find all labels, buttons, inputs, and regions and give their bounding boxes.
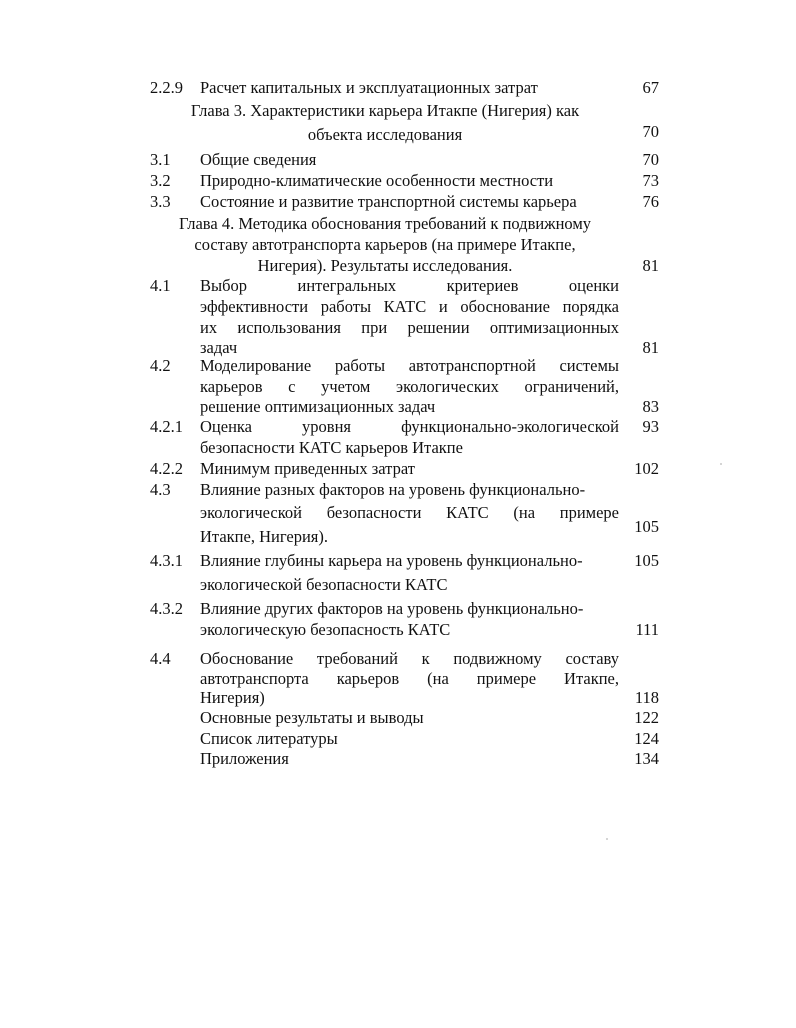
toc-title-3-2: Природно-климатические особенности местности <box>200 171 554 190</box>
toc-page-chapter-3: 70 <box>642 122 659 141</box>
toc-number-4-2-2: 4.2.2 <box>150 459 183 478</box>
toc-page-4-3-2: 111 <box>635 620 659 639</box>
toc-page-3-3: 76 <box>642 192 659 211</box>
chapter-4-heading-line-3: Нигерия). Результаты исследования. <box>257 256 513 275</box>
toc-title-3-1: Общие сведения <box>200 150 317 169</box>
toc-page-4-2-2: 102 <box>634 459 659 478</box>
toc-title-results: Основные результаты и выводы <box>200 708 424 727</box>
toc-title-4-2-line-2: карьеров с учетом экологических ограничений, <box>200 377 619 396</box>
toc-title-4-4-line-1: Обоснование требований к подвижному составу <box>200 649 619 668</box>
chapter-4-heading-line-1: Глава 4. Методика обоснования требований к подвижному <box>178 214 592 233</box>
toc-title-literature: Список литературы <box>200 729 338 748</box>
toc-number-3-1: 3.1 <box>150 150 171 169</box>
toc-page-results: 122 <box>634 708 659 727</box>
toc-title-4-3-2-line-1: Влияние других факторов на уровень функционально- <box>200 599 584 618</box>
toc-title-4-4-line-3: Нигерия) <box>200 688 265 707</box>
toc-title-4-1-line-2: эффективности работы КАТС и обоснование порядка <box>200 297 619 316</box>
toc-page-3-1: 70 <box>642 150 659 169</box>
toc-title-4-2-2: Минимум приведенных затрат <box>200 459 415 478</box>
chapter-3-heading-line-2: объекта исследования <box>307 125 463 144</box>
toc-page-4-2: 83 <box>642 397 659 416</box>
toc-page-4-3: 105 <box>634 517 659 536</box>
toc-title-4-4-line-2: автотранспорта карьеров (на примере Итакпе, <box>200 669 619 688</box>
toc-number-4-3-2: 4.3.2 <box>150 599 183 618</box>
chapter-3-heading-line-1: Глава 3. Характеристики карьера Итакпе (Нигерия) как <box>190 101 580 120</box>
toc-number-4-3-1: 4.3.1 <box>150 551 183 570</box>
toc-number-2-2-9: 2.2.9 <box>150 78 183 97</box>
toc-number-4-4: 4.4 <box>150 649 171 668</box>
toc-title-4-2-line-1: Моделирование работы автотранспортной системы <box>200 356 619 375</box>
toc-title-3-3: Состояние и развитие транспортной системы карьера <box>200 192 577 211</box>
toc-page-chapter-4: 81 <box>642 256 659 275</box>
toc-title-4-3-1-line-2: экологической безопасности КАТС <box>200 575 448 594</box>
toc-title-4-2-1-line-2: безопасности КАТС карьеров Итакпе <box>200 438 463 457</box>
toc-number-4-3: 4.3 <box>150 480 171 499</box>
toc-page-4-4: 118 <box>634 688 659 707</box>
toc-page-appendices: 134 <box>634 749 659 768</box>
toc-title-4-3-line-2: экологической безопасности КАТС (на примере <box>200 503 619 522</box>
toc-page-3-2: 73 <box>642 171 659 190</box>
toc-title-4-3-line-1: Влияние разных факторов на уровень функционально- <box>200 480 586 499</box>
toc-number-4-1: 4.1 <box>150 276 171 295</box>
toc-number-4-2: 4.2 <box>150 356 171 375</box>
toc-title-4-3-2-line-2: экологическую безопасность КАТС <box>200 620 451 639</box>
scan-speck <box>606 838 608 840</box>
toc-title-4-1-line-4: задач <box>200 338 238 357</box>
toc-page-4-3-1: 105 <box>634 551 659 570</box>
toc-number-3-2: 3.2 <box>150 171 171 190</box>
toc-number-3-3: 3.3 <box>150 192 171 211</box>
toc-page-4-2-1: 93 <box>642 417 659 436</box>
toc-title-4-3-1-line-1: Влияние глубины карьера на уровень функционально- <box>200 551 583 570</box>
toc-title-4-1-line-3: их использования при решении оптимизационных <box>200 318 619 337</box>
toc-title-2-2-9: Расчет капитальных и эксплуатационных затрат <box>200 78 538 97</box>
scan-speck <box>720 463 722 465</box>
toc-title-appendices: Приложения <box>200 749 289 768</box>
toc-title-4-1-line-1: Выбор интегральных критериев оценки <box>200 276 619 295</box>
chapter-4-heading-line-2: составу автотранспорта карьеров (на примере Итакпе, <box>194 235 576 254</box>
toc-title-4-3-line-3: Итакпе, Нигерия). <box>200 527 328 546</box>
toc-page-literature: 124 <box>634 729 659 748</box>
toc-title-4-2-line-3: решение оптимизационных задач <box>200 397 436 416</box>
toc-page-4-1: 81 <box>642 338 659 357</box>
toc-title-4-2-1-line-1: Оценка уровня функционально-экологической <box>200 417 619 436</box>
toc-number-4-2-1: 4.2.1 <box>150 417 183 436</box>
toc-page-2-2-9: 67 <box>642 78 659 97</box>
